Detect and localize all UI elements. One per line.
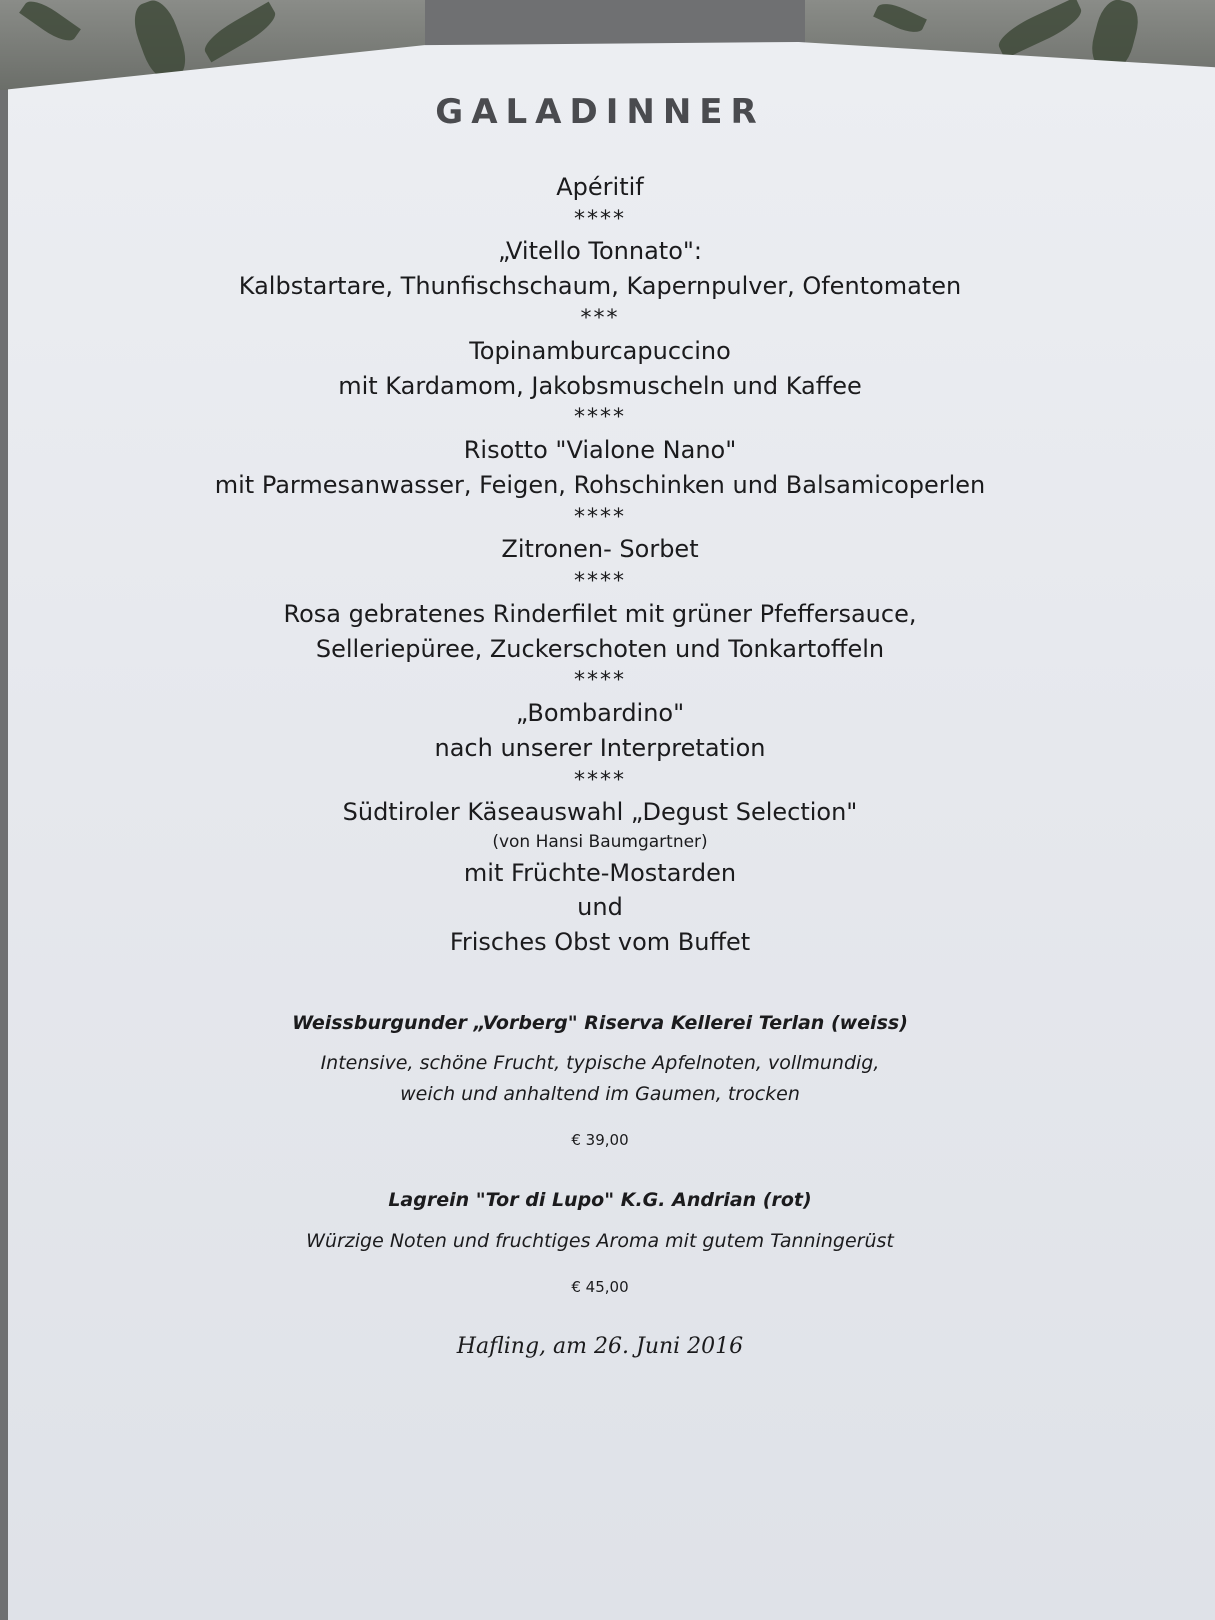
leaf-shape bbox=[994, 0, 1087, 59]
wine-description bbox=[150, 1226, 1050, 1256]
course-description: Frisches Obst vom Buffet bbox=[449, 928, 751, 957]
menu-title: GALADINNER bbox=[435, 92, 765, 132]
course-title: Südtiroler Käseauswahl „Degust Selection" bbox=[342, 798, 858, 827]
course-description: Kalbstartare, Thunfischschaum, Kapernpulver, Ofentomaten bbox=[238, 272, 962, 301]
wine-price: € 45,00 bbox=[571, 1278, 629, 1297]
menu-content bbox=[150, 92, 1050, 1359]
course-separator: *** bbox=[580, 306, 620, 332]
course-note: (von Hansi Baumgartner) bbox=[492, 832, 708, 853]
course-separator: **** bbox=[574, 206, 626, 232]
wine-description-line: Würzige Noten und fruchtiges Aroma mit gutem Tanningerüst bbox=[306, 1229, 894, 1252]
course-separator: **** bbox=[574, 405, 626, 431]
course-description: mit Früchte-Mostarden bbox=[463, 858, 737, 887]
leaf-shape bbox=[873, 0, 927, 38]
footer-date: Hafling, am 26. Juni 2016 bbox=[456, 1334, 744, 1360]
wine-price: € 39,00 bbox=[571, 1131, 629, 1150]
course-separator: **** bbox=[574, 767, 626, 793]
leaf-shape bbox=[199, 2, 280, 63]
course-separator: **** bbox=[574, 668, 626, 694]
course-description: mit Kardamom, Jakobsmuscheln und Kaffee bbox=[338, 371, 862, 400]
wine-description-line: weich und anhaltend im Gaumen, trocken bbox=[400, 1082, 800, 1105]
course-separator: **** bbox=[574, 569, 626, 595]
course-separator: **** bbox=[574, 504, 626, 530]
wine-name: Weissburgunder „Vorberg" Riserva Kellerei Terlan (weiss) bbox=[292, 1012, 908, 1035]
course-title: Topinamburcapuccino bbox=[469, 336, 731, 365]
course-title: Risotto "Vialone Nano" bbox=[463, 436, 737, 465]
course-description: und bbox=[577, 893, 623, 922]
wine-name: Lagrein "Tor di Lupo" K.G. Andrian (rot) bbox=[388, 1189, 812, 1212]
course-description: mit Parmesanwasser, Feigen, Rohschinken und Balsamicoperlen bbox=[214, 470, 986, 499]
wine-description bbox=[150, 1048, 1050, 1109]
course-title: „Vitello Tonnato": bbox=[497, 237, 703, 266]
course-description: Selleriepüree, Zuckerschoten und Tonkartoffeln bbox=[315, 634, 885, 663]
course-title: „Bombardino" bbox=[515, 699, 685, 728]
wine-description-line: Intensive, schöne Frucht, typische Apfelnoten, vollmundig, bbox=[320, 1052, 880, 1075]
course-title: Zitronen- Sorbet bbox=[501, 535, 699, 564]
course-description: nach unserer Interpretation bbox=[434, 733, 766, 762]
course-description: Rosa gebratenes Rinderfilet mit grüner Pfeffersauce, bbox=[283, 599, 917, 628]
leaf-shape bbox=[19, 0, 81, 47]
course-aperitif: Apéritif bbox=[556, 173, 644, 201]
